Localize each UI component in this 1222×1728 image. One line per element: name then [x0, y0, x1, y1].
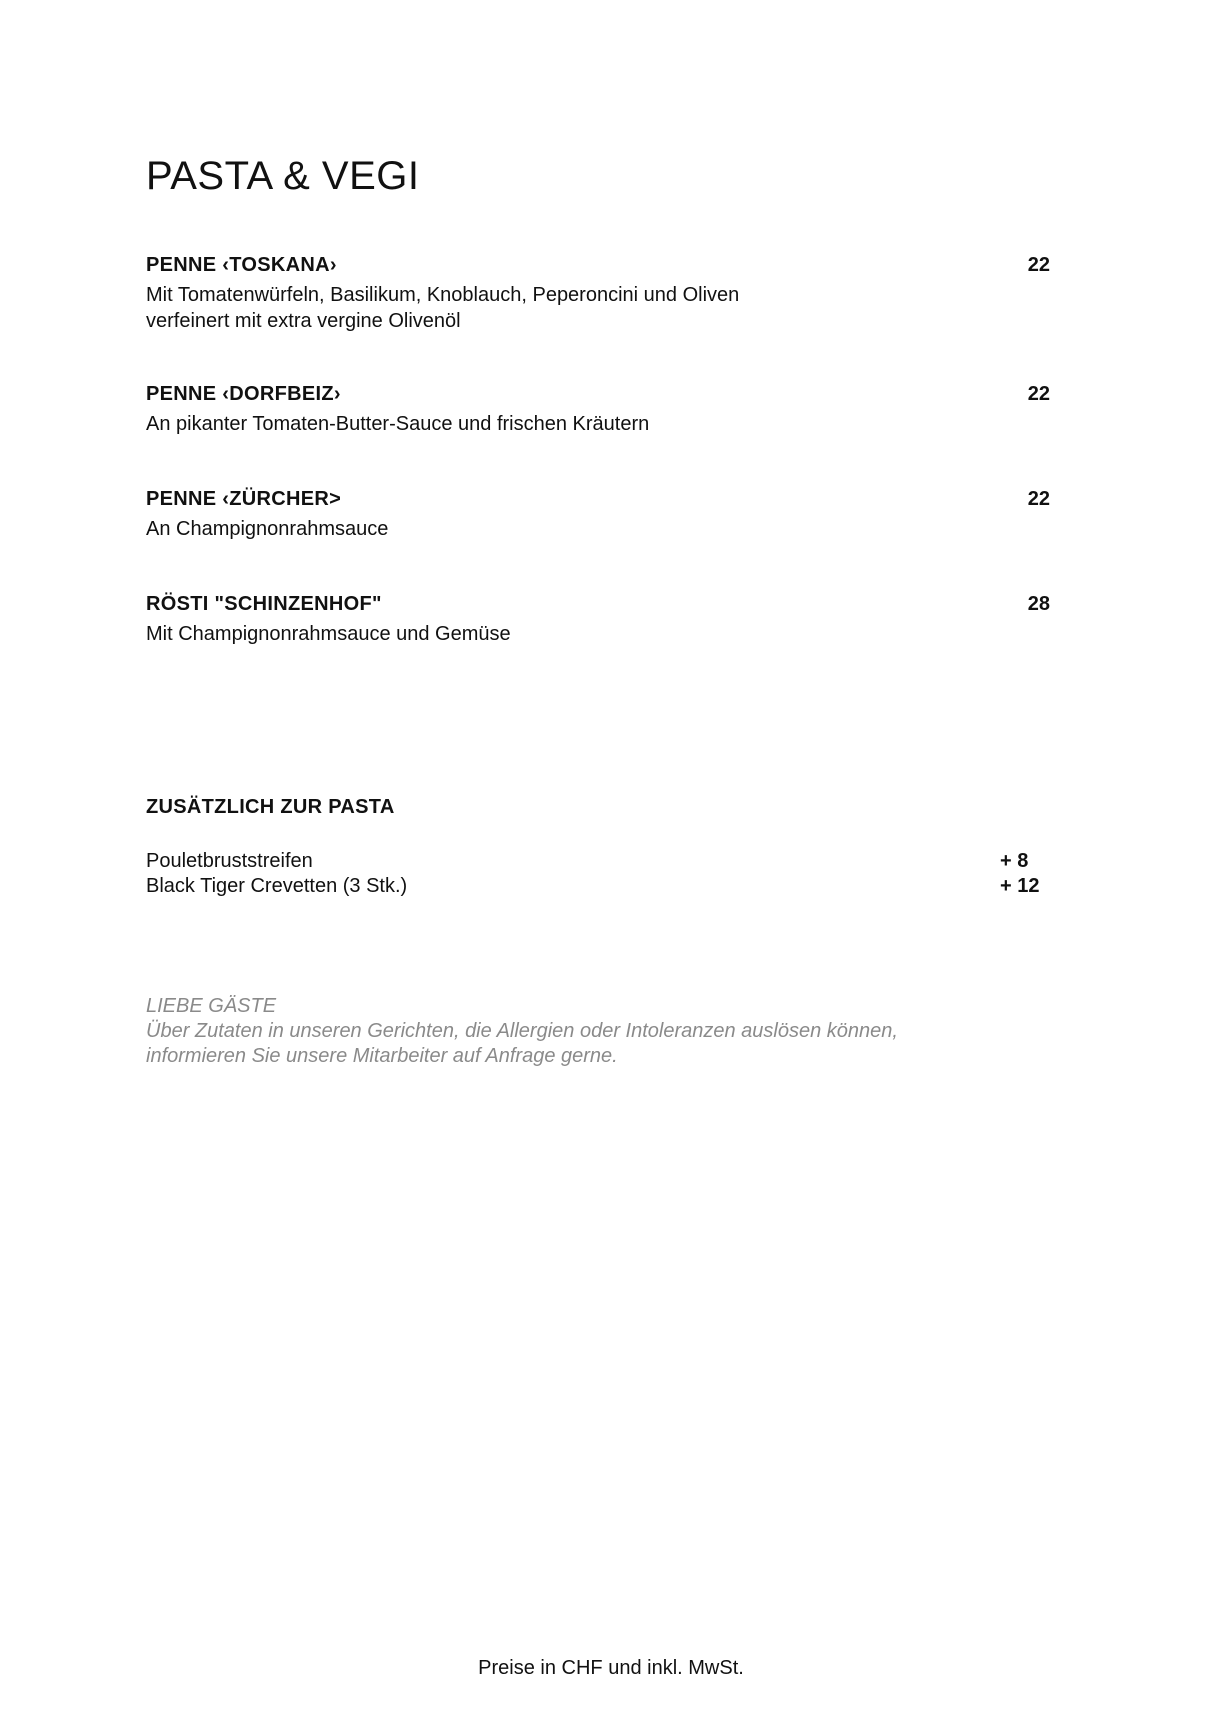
dish-header	[146, 250, 1050, 280]
dish-description	[146, 282, 786, 334]
dish-name: PENNE ‹DORFBEIZ›	[146, 383, 341, 405]
dish-name: RÖSTI "SCHINZENHOF"	[146, 593, 382, 615]
dish-header	[146, 379, 1050, 409]
price-footer: Preise in CHF und inkl. MwSt.	[478, 1657, 744, 1679]
extra-name: Black Tiger Crevetten (3 Stk.)	[146, 875, 408, 897]
dish-description-line: verfeinert mit extra vergine Olivenöl	[146, 310, 461, 332]
dish-description	[146, 621, 786, 647]
dish-price: 28	[1027, 593, 1050, 615]
allergy-notice	[146, 994, 906, 1069]
dish-name: PENNE ‹ZÜRCHER>	[146, 488, 342, 510]
dish-description-line: An Champignonrahmsauce	[146, 518, 389, 540]
dish-name: PENNE ‹TOSKANA›	[146, 254, 337, 276]
dish-price: 22	[1027, 383, 1050, 405]
dish-item	[146, 484, 1050, 542]
dish-item	[146, 250, 1050, 334]
dish-item	[146, 379, 1050, 437]
dish-description-line: Mit Champignonrahmsauce und Gemüse	[146, 623, 511, 645]
extra-price: + 8	[1000, 850, 1029, 872]
extras-list	[146, 849, 1042, 899]
dish-description-line: Mit Tomatenwürfeln, Basilikum, Knoblauch, Peperoncini und Oliven	[146, 284, 740, 306]
page-title: PASTA & VEGI	[146, 154, 420, 198]
dish-description-line: An pikanter Tomaten-Butter-Sauce und frischen Kräutern	[146, 413, 650, 435]
dish-header	[146, 589, 1050, 619]
dish-price: 22	[1027, 254, 1050, 276]
extra-price: + 12	[1000, 875, 1040, 897]
extras-title: ZUSÄTZLICH ZUR PASTA	[146, 796, 395, 818]
extra-item	[146, 849, 1042, 874]
extra-item	[146, 874, 1042, 899]
dish-description	[146, 516, 786, 542]
extra-name: Pouletbruststreifen	[146, 850, 313, 872]
dish-price: 22	[1027, 488, 1050, 510]
dish-description	[146, 411, 786, 437]
dish-item	[146, 589, 1050, 647]
notice-line: informieren Sie unsere Mitarbeiter auf Anfrage gerne.	[146, 1045, 618, 1067]
notice-line: Über Zutaten in unseren Gerichten, die Allergien oder Intoleranzen auslösen können,	[146, 1020, 898, 1042]
notice-heading: LIEBE GÄSTE	[146, 995, 277, 1017]
dish-header	[146, 484, 1050, 514]
